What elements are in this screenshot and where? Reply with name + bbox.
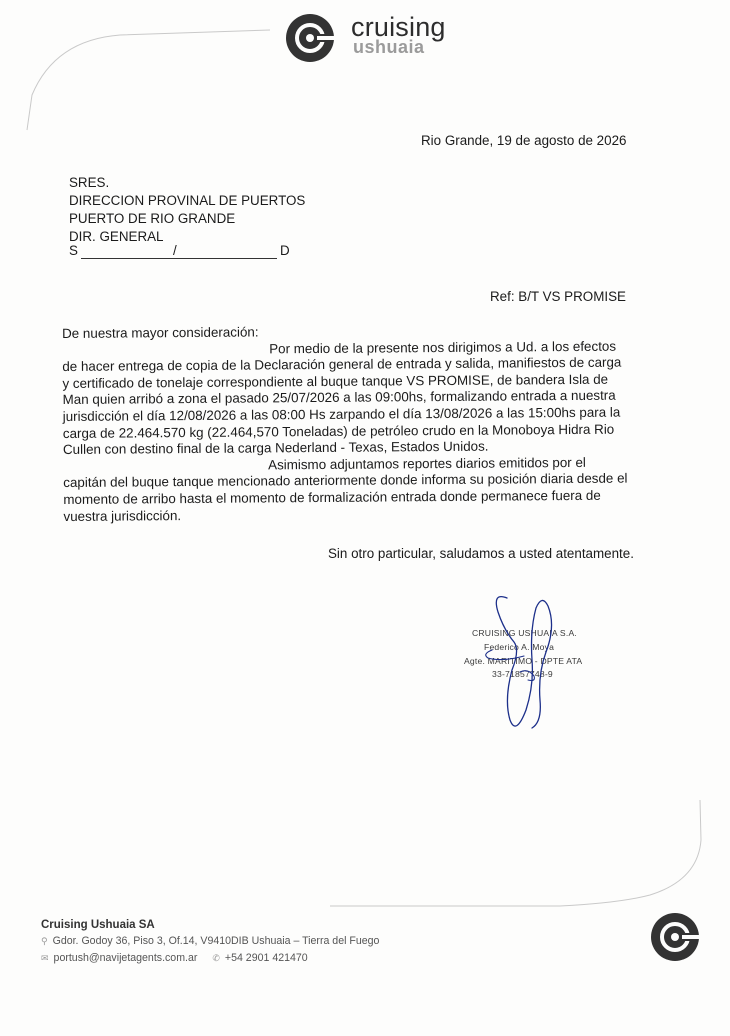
location-pin-icon: ⚲ <box>41 936 48 946</box>
body-line: Man quien arribó a zona el pasado 25/07/2026 a las 09:00hs, formalizando entrada a nuestra <box>62 388 616 408</box>
sd-line <box>69 243 291 261</box>
footer-contact <box>41 952 308 964</box>
recipient-line: DIRECCION PROVINAL DE PUERTOS <box>69 193 306 208</box>
body-line: Por medio de la presente nos dirigimos a Ud. a los efectos <box>269 338 617 356</box>
logo-wordmark-top: cruising <box>351 12 446 42</box>
recipient-block <box>69 174 305 246</box>
body-line: Asimismo adjuntamos reportes diarios emitidos por el <box>268 454 586 473</box>
footer-address-text: Gdor. Godoy 36, Piso 3, Of.14, V9410DIB Ushuaia – Tierra del Fuego <box>52 935 380 947</box>
mail-icon: ✉ <box>41 953 49 963</box>
body-line: y certificado de tonelaje correspondiente al buque tanque VS PROMISE, de bandera Isla de <box>62 371 609 391</box>
signature-block <box>462 590 602 740</box>
body-line: carga de 22.464.570 kg (22.464,570 Toneladas) de petróleo crudo en la Monoboya Hidra Rio <box>62 421 615 441</box>
stamp-line: CRUISING USHUAIA S.A. <box>472 628 577 638</box>
body-line: capitán del buque tanque mencionado anteriormente donde informa su posición diaria desde el <box>63 470 628 491</box>
stamp-line: Agte. MARITIMO - DPTE ATA <box>464 656 583 666</box>
footer-logo-icon <box>648 909 704 965</box>
sd-s: S <box>69 243 78 258</box>
recipient-line: PUERTO DE RIO GRANDE <box>69 211 236 226</box>
body-line: momento de arribo hasta el momento de formalización entrada donde permanece fuera de <box>63 487 601 507</box>
closing-line: Sin otro particular, saludamos a usted atentamente. <box>328 546 634 561</box>
footer-email: portush@navijetagents.com.ar <box>53 952 198 964</box>
handwritten-signature <box>462 590 602 740</box>
reference-line: Ref: B/T VS PROMISE <box>490 289 626 304</box>
body-line: jurisdicción el día 12/08/2026 a las 08:00 Hs zarpando el día 13/08/2026 a las 15:00hs para la <box>62 404 621 424</box>
footer-company-name: Cruising Ushuaia SA <box>41 919 155 931</box>
sd-d: D <box>280 243 290 258</box>
company-logo <box>283 8 453 60</box>
footer-address <box>41 935 379 947</box>
sd-slash: / <box>173 243 177 258</box>
recipient-line: DIR. GENERAL <box>69 229 164 244</box>
letter-date: Rio Grande, 19 de agosto de 2026 <box>421 133 627 148</box>
footer-phone: +54 2901 421470 <box>224 952 308 964</box>
body-line: de hacer entrega de copia de la Declaración general de entrada y salida, manifiestos de carga <box>62 354 622 375</box>
body-line: Cullen con destino final de la carga Nederland - Texas, Estados Unidos. <box>62 438 489 458</box>
cruising-logo-icon <box>283 10 339 66</box>
body-line: vuestra jurisdicción. <box>63 507 182 524</box>
letter-body <box>62 321 644 525</box>
stamp-line: Federico A. Moya <box>484 642 555 652</box>
salutation: De nuestra mayor consideración: <box>62 324 259 341</box>
logo-wordmark-bottom: ushuaia <box>353 37 425 57</box>
phone-icon: ✆ <box>212 953 220 963</box>
sd-underline <box>81 258 277 259</box>
stamp-line: 33-71857748-9 <box>492 669 553 679</box>
recipient-line: SRES. <box>69 175 110 190</box>
